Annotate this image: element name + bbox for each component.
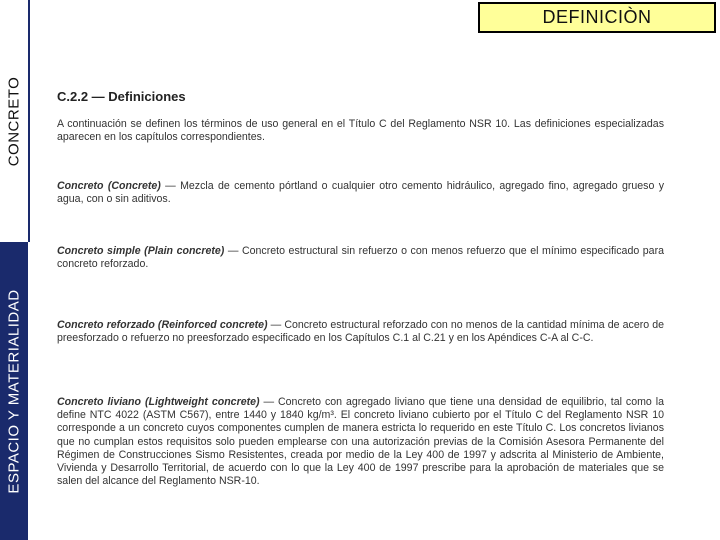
definition-concreto xyxy=(57,180,664,206)
definition-term: Concreto liviano (Lightweight concrete) xyxy=(57,396,260,408)
page-title: DEFINICIÒN xyxy=(478,2,716,33)
definition-concreto-liviano xyxy=(57,396,664,488)
definition-concreto-reforzado xyxy=(57,319,664,345)
intro-paragraph: A continuación se definen los términos de uso general en el Título C del Reglamento NSR 10. Las definiciones especializadas aparecen en los capítulos correspondientes. xyxy=(57,118,664,144)
definition-term: Concreto simple (Plain concrete) xyxy=(57,245,225,257)
sidebar-top-label: CONCRETO xyxy=(5,76,23,166)
definition-text: — Mezcla de cemento pórtland o cualquier otro cemento hidráulico, agregado fino, agregado grueso y agua, con o sin aditivos. xyxy=(57,180,664,206)
definition-text: — Concreto estructural sin refuerzo o con menos refuerzo que el mínimo especificado para concreto reforzado. xyxy=(57,245,664,271)
definition-text: — Concreto con agregado liviano que tiene una densidad de equilibrio, tal como la define NTC 4022 (ASTM C567), entre 1440 y 1840 kg/m³. El concreto liviano cubierto por el Título C del Reglamento NSR 10 corresponde a un concreto cuyos componentes cumplen de manera estricta lo requerido en este Título C. Los concretos livianos que no cumplan estos requisitos solo pueden emplearse con una autorización previas de la Comisión Asesora Permanente del Régimen de Construcciones Sismo Resistentes, creada por medio de la Ley 400 de 1997 y adscrita al Ministerio de Ambiente, Vivienda y Desarrollo Territorial, de acuerdo con lo que la Ley 400 de 1997 prescribe para la aprobación de materiales que se salen del alcance del Reglamento NSR-10. xyxy=(57,396,664,488)
definition-concreto-simple xyxy=(57,245,664,271)
section-heading: C.2.2 — Definiciones xyxy=(57,89,186,104)
definition-term: Concreto reforzado (Reinforced concrete) xyxy=(57,319,268,331)
definition-term: Concreto (Concrete) xyxy=(57,180,161,192)
definition-text: — Concreto estructural reforzado con no menos de la cantidad mínima de acero de preesforzado o refuerzo no preesforzado especificado en los Capítulos C.1 al C.21 y en los Apéndices C-A al C-C. xyxy=(57,319,664,345)
sidebar-bottom-label: ESPACIO Y MATERIALIDAD xyxy=(5,288,23,494)
